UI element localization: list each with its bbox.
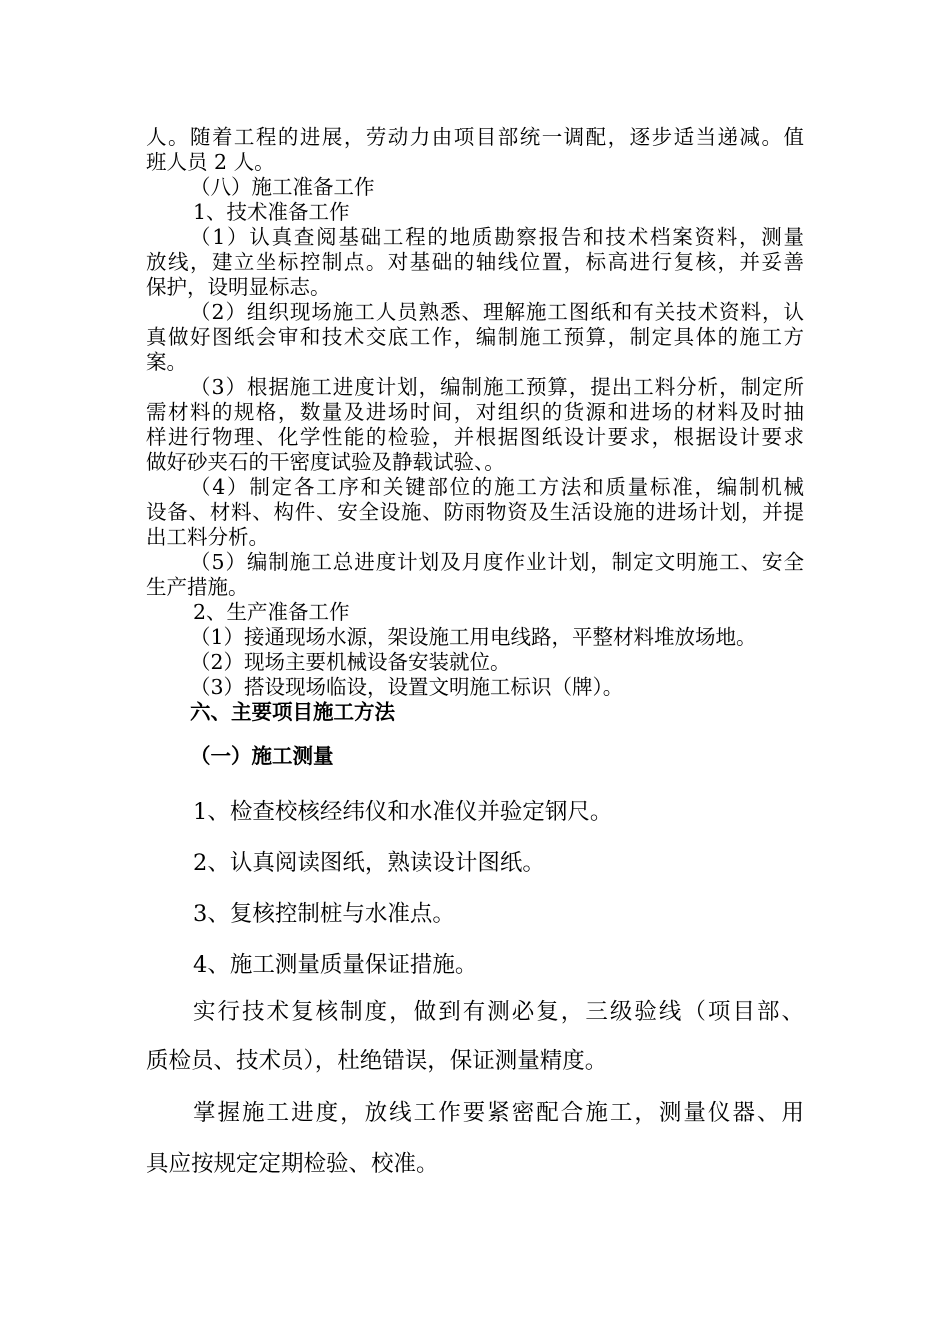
section-heading: （八）施工准备工作 [190, 175, 375, 199]
paragraph-line: 需材料的规格，数量及进场时间，对组织的货源和进场的材料及时抽 [146, 400, 804, 424]
list-item: （1）接通现场水源，架设施工用电线路，平整材料堆放场地。 [190, 625, 757, 649]
paragraph-line: 设备、材料、构件、安全设施、防雨物资及生活设施的进场计划，并提 [146, 500, 804, 524]
list-item: 2、认真阅读图纸，熟读设计图纸。 [193, 850, 545, 876]
paragraph-line: 样进行物理、化学性能的检验，并根据图纸设计要求，根据设计要求 [146, 425, 804, 449]
paragraph-line: （2）组织现场施工人员熟悉、理解施工图纸和有关技术资料，认 [190, 300, 804, 324]
paragraph-line: （5）编制施工总进度计划及月度作业计划，制定文明施工、安全 [190, 550, 804, 574]
paragraph-line: （3）根据施工进度计划，编制施工预算，提出工料分析，制定所 [190, 375, 804, 399]
paragraph-line: 做好砂夹石的干密度试验及静载试验、。 [146, 450, 505, 474]
paragraph-line: 生产措施。 [146, 575, 249, 599]
paragraph-line: （4）制定各工序和关键部位的施工方法和质量标准，编制机械 [190, 475, 804, 499]
paragraph-line: 保护，设明显标志。 [146, 275, 331, 299]
chapter-heading: 六、主要项目施工方法 [190, 700, 395, 724]
paragraph-line: 班人员 2 人。 [146, 150, 275, 174]
paragraph-line: 出工料分析。 [146, 525, 269, 549]
paragraph-line: 具应按规定定期检验、校准。 [146, 1151, 439, 1177]
subsection-heading: 1、技术准备工作 [193, 200, 350, 224]
paragraph-line: 实行技术复核制度，做到有测必复，三级验线（项目部、 [193, 999, 804, 1025]
list-item: （3）搭设现场临设，设置文明施工标识（牌）。 [190, 675, 624, 699]
paragraph-line: 案。 [146, 350, 187, 374]
subsection-heading: 2、生产准备工作 [193, 600, 350, 624]
list-item: （2）现场主要机械设备安装就位。 [190, 650, 511, 674]
section-heading: （一）施工测量 [190, 744, 334, 768]
paragraph-line: 真做好图纸会审和技术交底工作，编制施工预算，制定具体的施工方 [146, 325, 804, 349]
paragraph-line: 人。随着工程的进展，劳动力由项目部统一调配，逐步适当递减。值 [146, 125, 804, 149]
paragraph-line: 放线，建立坐标控制点。对基础的轴线位置，标高进行复核，并妥善 [146, 250, 804, 274]
paragraph-line: 质检员、技术员），杜绝错误，保证测量精度。 [146, 1048, 608, 1074]
list-item: 4、施工测量质量保证措施。 [193, 952, 478, 978]
list-item: 3、复核控制桩与水准点。 [193, 901, 455, 927]
paragraph-line: （1）认真查阅基础工程的地质勘察报告和技术档案资料，测量 [190, 225, 804, 249]
list-item: 1、检查校核经纬仪和水准仪并验定钢尺。 [193, 799, 613, 825]
paragraph-line: 掌握施工进度，放线工作要紧密配合施工，测量仪器、用 [193, 1100, 804, 1126]
